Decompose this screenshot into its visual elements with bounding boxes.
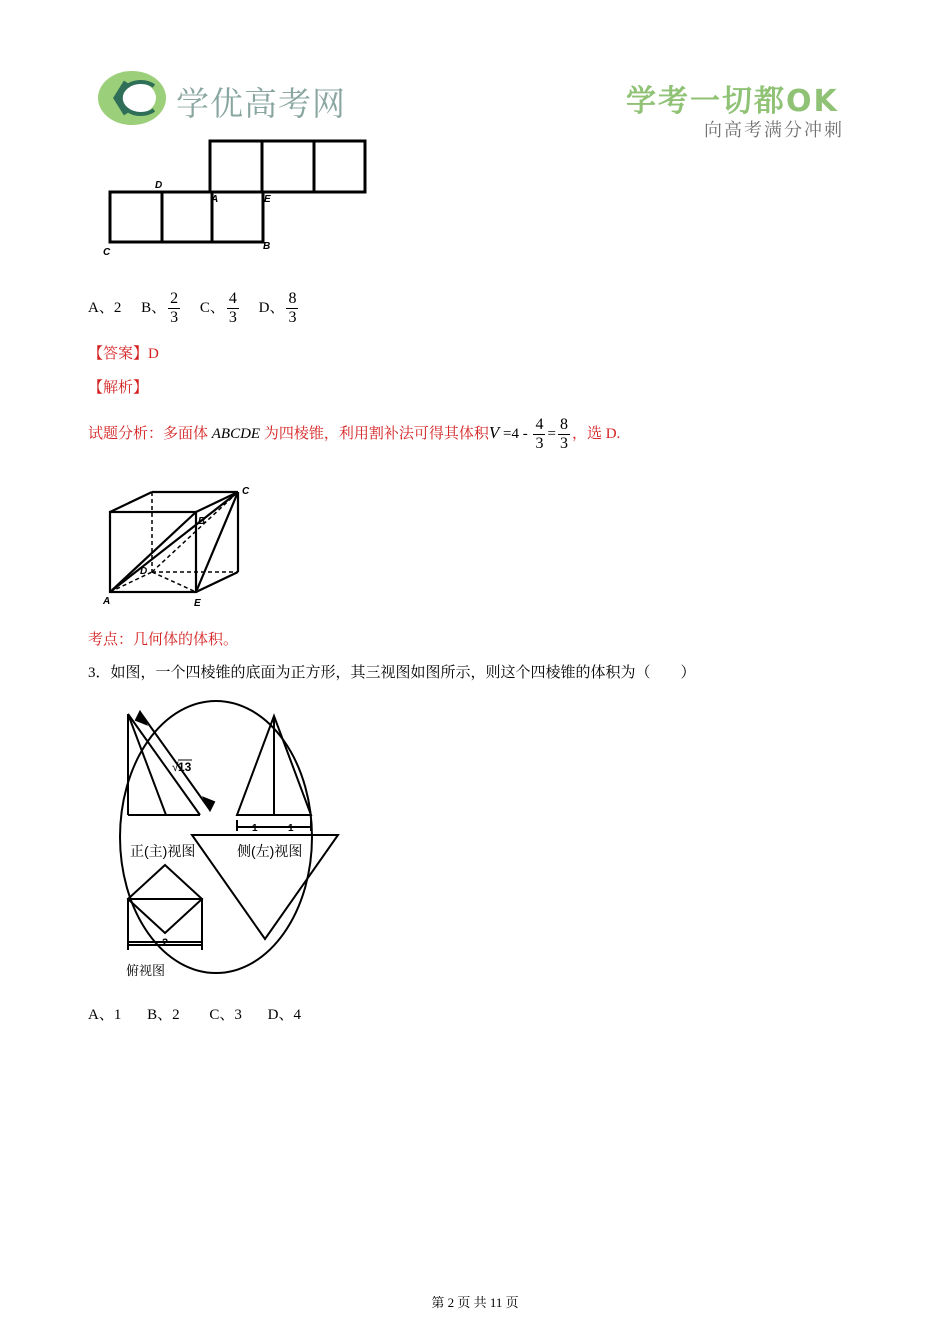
option-c-label: C、	[199, 300, 225, 316]
cube-label-b: B	[198, 516, 206, 527]
cube-label-a: A	[103, 596, 111, 607]
analysis-fraction-2: $\frac{8}{3}$	[559, 416, 568, 453]
option-b-fraction: $\frac{2}{3}$	[170, 290, 179, 327]
option-b-label: B、	[141, 300, 167, 316]
kaodian-line: 考点：几何体的体积。	[88, 632, 239, 648]
slogan-logo	[626, 76, 866, 146]
polyhedron-name: ABCDE	[211, 426, 261, 442]
q3-option-a: A、1	[88, 1007, 122, 1023]
q3-options	[88, 1005, 301, 1025]
net-label-a: A	[211, 194, 219, 205]
net-label-e: E	[264, 194, 271, 205]
sqrt-sign: √	[172, 760, 179, 774]
cube-label-c: C	[242, 486, 250, 497]
logo-text: 学优高考网	[176, 84, 346, 123]
option-c-fraction: $\frac{4}{3}$	[228, 290, 237, 327]
analysis-label: 【解析】	[88, 380, 149, 396]
net-label-d: D	[155, 180, 163, 191]
top-dim: 2	[162, 937, 169, 949]
slogan-main: 学考一切都OK	[626, 84, 839, 119]
side-view-label: 侧(左)视图	[237, 843, 303, 859]
q3-option-b: B、2	[147, 1007, 180, 1023]
q2-options	[88, 285, 300, 333]
option-d-label: D、	[258, 300, 285, 316]
volume-var: V	[488, 423, 500, 442]
cube-label-e: E	[194, 598, 201, 609]
slant-length-label: 13	[178, 760, 192, 774]
answer-line	[88, 344, 159, 364]
site-logo	[96, 68, 358, 130]
side-dim-1: 1	[252, 823, 258, 834]
cube-pyramid-figure	[100, 482, 260, 612]
analysis-fraction-1: $\frac{4}{3}$	[535, 416, 544, 453]
q3-option-c: C、3	[209, 1007, 242, 1023]
slogan-sub: 向高考满分冲刺	[704, 120, 844, 141]
net-label-b: B	[263, 241, 271, 252]
analysis-text: 试题分析：多面体 ABCDE 为四棱锥，利用割补法可得其体积V =4 - $\frac{4}{3}$ = $\frac{8}{3}$ ，选 D.	[88, 416, 621, 453]
answer-value: D	[148, 346, 159, 362]
q3-text: 3．如图，一个四棱锥的底面为正方形，其三视图如图所示，则这个四棱锥的体积为（ ）	[88, 665, 696, 681]
cube-net-figure	[100, 135, 375, 260]
answer-label: 【答案】	[88, 346, 149, 362]
three-views-figure	[112, 700, 344, 978]
cube-label-d: D	[140, 566, 148, 577]
page-footer: 第 2 页 共 11 页	[431, 1295, 519, 1310]
option-a-label: A、	[88, 300, 114, 316]
logo-mark-icon	[96, 68, 170, 126]
option-a-value: 2	[113, 300, 122, 316]
q3-option-d: D、4	[267, 1007, 301, 1023]
option-d-fraction: $\frac{8}{3}$	[288, 290, 297, 327]
net-label-c: C	[103, 247, 111, 258]
side-dim-2: 1	[288, 823, 294, 834]
front-view-label: 正(主)视图	[130, 843, 196, 859]
top-view-label: 俯视图	[126, 963, 166, 978]
